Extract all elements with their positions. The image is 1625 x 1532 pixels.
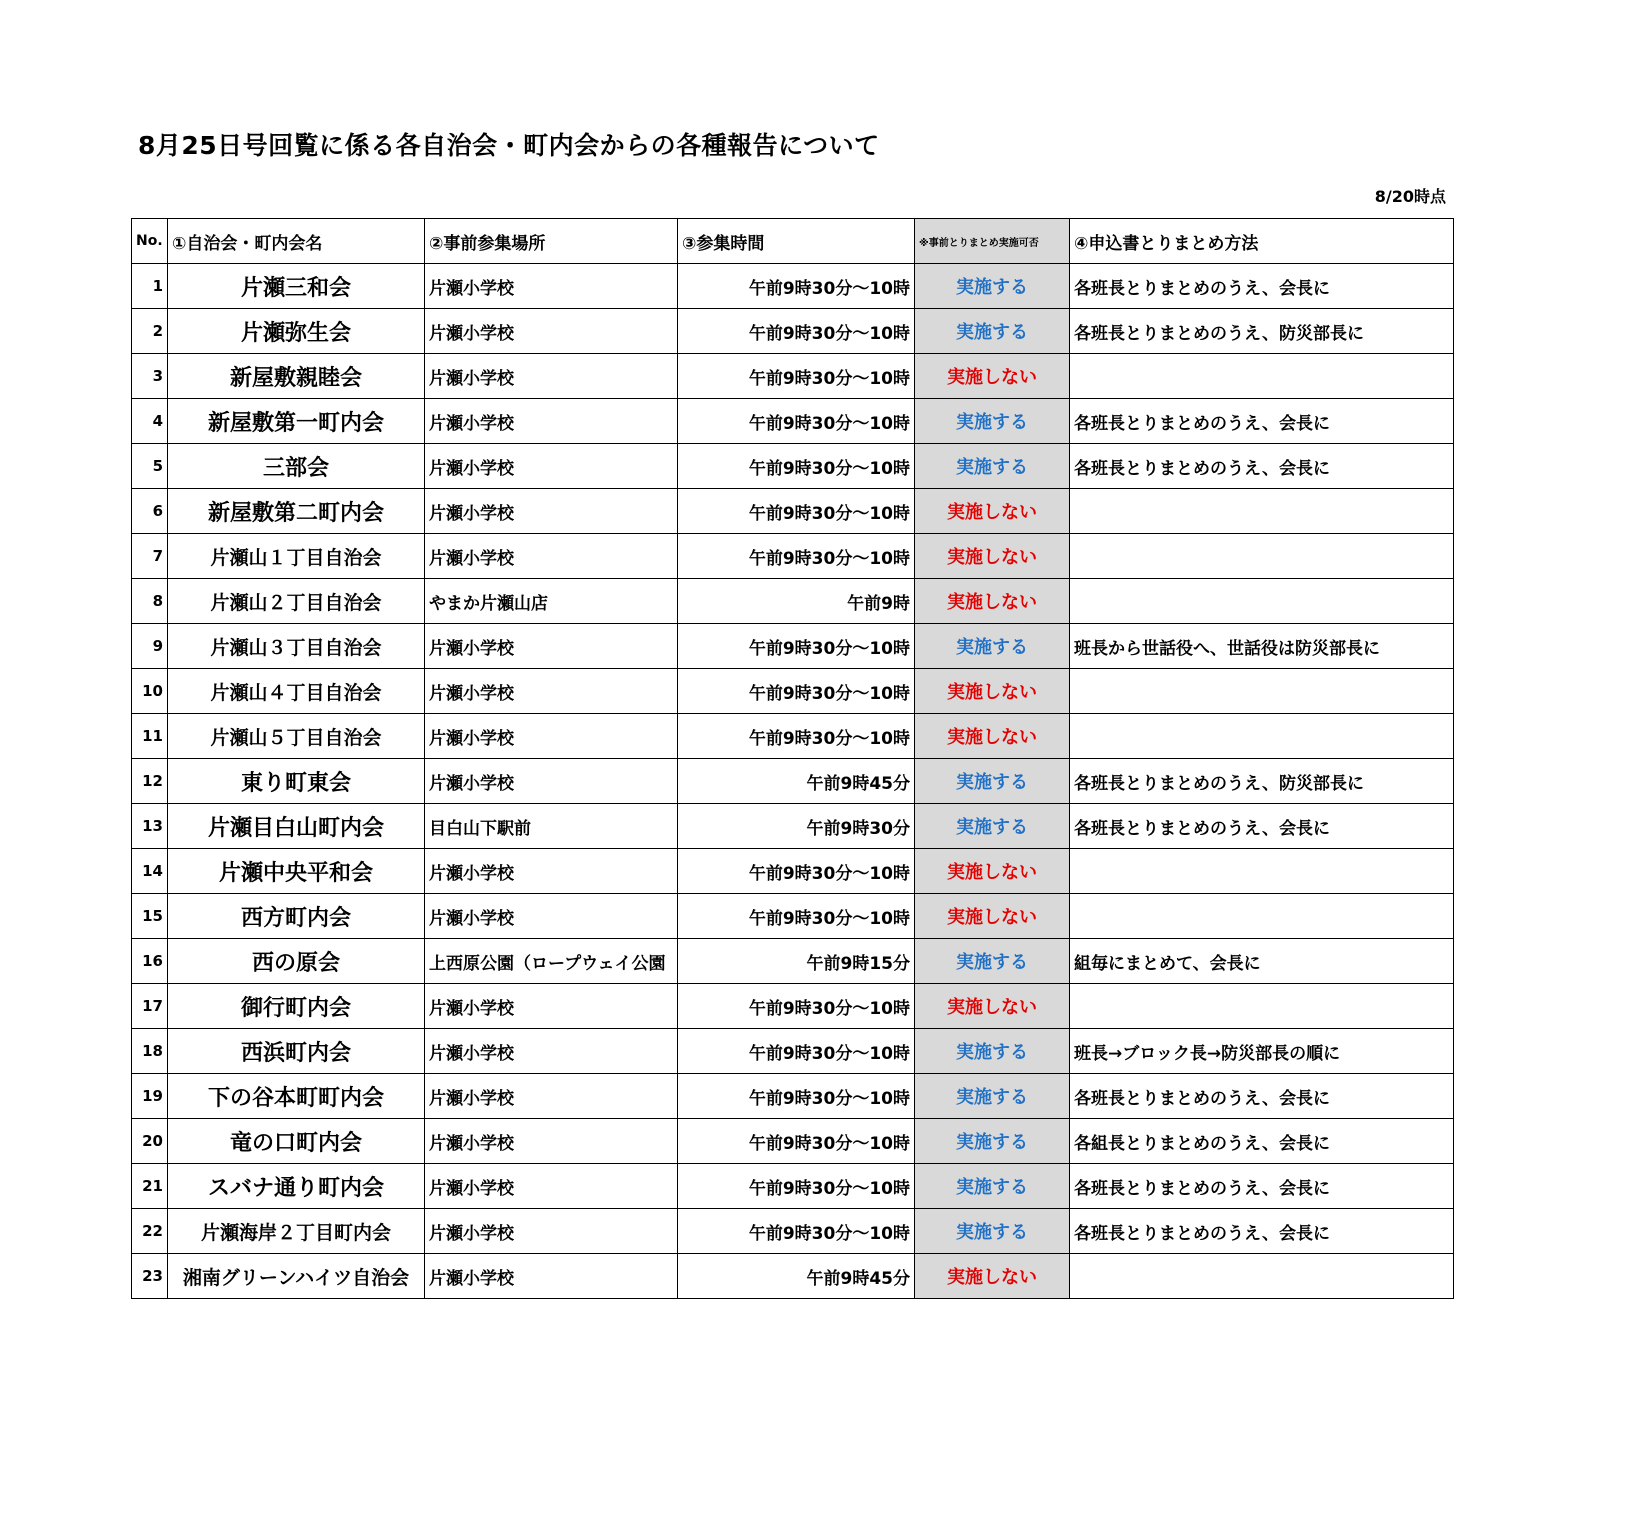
implementation-status: 実施する <box>915 1119 1070 1164</box>
table-row <box>132 849 1454 894</box>
row-number: 14 <box>132 849 168 894</box>
assembly-time: 午前9時30分～10時 <box>678 1209 915 1254</box>
assembly-place: 片瀬小学校 <box>425 354 678 399</box>
row-number: 5 <box>132 444 168 489</box>
assembly-place: 片瀬小学校 <box>425 399 678 444</box>
assembly-time: 午前9時30分～10時 <box>678 849 915 894</box>
association-name: 湘南グリーンハイツ自治会 <box>168 1254 425 1299</box>
table-row <box>132 354 1454 399</box>
table-row <box>132 759 1454 804</box>
report-table <box>131 218 1454 1299</box>
assembly-place: 片瀬小学校 <box>425 1254 678 1299</box>
row-number: 1 <box>132 264 168 309</box>
collection-method: 各班長とりまとめのうえ、会長に <box>1070 804 1454 849</box>
assembly-place: 片瀬小学校 <box>425 264 678 309</box>
table-row <box>132 1254 1454 1299</box>
implementation-status: 実施しない <box>915 354 1070 399</box>
implementation-status: 実施する <box>915 399 1070 444</box>
assembly-place: 片瀬小学校 <box>425 894 678 939</box>
row-number: 7 <box>132 534 168 579</box>
implementation-status: 実施しない <box>915 894 1070 939</box>
association-name: 御行町内会 <box>168 984 425 1029</box>
association-name: 片瀬山２丁目自治会 <box>168 579 425 624</box>
collection-method <box>1070 669 1454 714</box>
row-number: 13 <box>132 804 168 849</box>
row-number: 15 <box>132 894 168 939</box>
implementation-status: 実施しない <box>915 579 1070 624</box>
implementation-status: 実施しない <box>915 984 1070 1029</box>
table-row <box>132 1074 1454 1119</box>
table-row <box>132 984 1454 1029</box>
association-name: 三部会 <box>168 444 425 489</box>
row-number: 23 <box>132 1254 168 1299</box>
implementation-status: 実施する <box>915 309 1070 354</box>
implementation-status: 実施する <box>915 624 1070 669</box>
collection-method: 組毎にまとめて、会長に <box>1070 939 1454 984</box>
assembly-time: 午前9時30分～10時 <box>678 1029 915 1074</box>
assembly-place: 片瀬小学校 <box>425 1164 678 1209</box>
table-row <box>132 1209 1454 1254</box>
assembly-time: 午前9時30分～10時 <box>678 669 915 714</box>
implementation-status: 実施しない <box>915 489 1070 534</box>
association-name: 片瀬海岸２丁目町内会 <box>168 1209 425 1254</box>
table-row <box>132 714 1454 759</box>
assembly-time: 午前9時30分～10時 <box>678 894 915 939</box>
assembly-place: 片瀬小学校 <box>425 1209 678 1254</box>
implementation-status: 実施する <box>915 444 1070 489</box>
assembly-time: 午前9時15分 <box>678 939 915 984</box>
assembly-place: 片瀬小学校 <box>425 444 678 489</box>
association-name: 片瀬山３丁目自治会 <box>168 624 425 669</box>
collection-method <box>1070 354 1454 399</box>
table-row <box>132 579 1454 624</box>
collection-method: 各班長とりまとめのうえ、会長に <box>1070 1209 1454 1254</box>
assembly-time: 午前9時30分～10時 <box>678 714 915 759</box>
table-body <box>132 264 1454 1299</box>
assembly-time: 午前9時30分～10時 <box>678 264 915 309</box>
assembly-time: 午前9時30分～10時 <box>678 1119 915 1164</box>
header-name: ①自治会・町内会名 <box>168 219 425 264</box>
assembly-time: 午前9時30分～10時 <box>678 399 915 444</box>
table-row <box>132 894 1454 939</box>
collection-method: 各組長とりまとめのうえ、会長に <box>1070 1119 1454 1164</box>
collection-method: 各班長とりまとめのうえ、会長に <box>1070 399 1454 444</box>
row-number: 16 <box>132 939 168 984</box>
implementation-status: 実施する <box>915 1029 1070 1074</box>
assembly-time: 午前9時30分～10時 <box>678 309 915 354</box>
collection-method: 各班長とりまとめのうえ、防災部長に <box>1070 759 1454 804</box>
association-name: 西の原会 <box>168 939 425 984</box>
implementation-status: 実施する <box>915 939 1070 984</box>
assembly-time: 午前9時 <box>678 579 915 624</box>
implementation-status: 実施しない <box>915 669 1070 714</box>
assembly-place: 片瀬小学校 <box>425 489 678 534</box>
table-row <box>132 939 1454 984</box>
page-title: 8月25日号回覧に係る各自治会・町内会からの各種報告について <box>138 131 880 160</box>
table-row <box>132 1029 1454 1074</box>
assembly-place: 片瀬小学校 <box>425 624 678 669</box>
collection-method: 各班長とりまとめのうえ、防災部長に <box>1070 309 1454 354</box>
header-place: ②事前参集場所 <box>425 219 678 264</box>
implementation-status: 実施しない <box>915 534 1070 579</box>
row-number: 21 <box>132 1164 168 1209</box>
collection-method <box>1070 714 1454 759</box>
collection-method <box>1070 1254 1454 1299</box>
assembly-time: 午前9時30分～10時 <box>678 1074 915 1119</box>
assembly-place: 片瀬小学校 <box>425 984 678 1029</box>
assembly-place: 片瀬小学校 <box>425 669 678 714</box>
association-name: 新屋敷第一町内会 <box>168 399 425 444</box>
collection-method: 各班長とりまとめのうえ、会長に <box>1070 1164 1454 1209</box>
association-name: 片瀬目白山町内会 <box>168 804 425 849</box>
as-of-date: 8/20時点 <box>1374 187 1446 206</box>
table-row <box>132 489 1454 534</box>
row-number: 11 <box>132 714 168 759</box>
header-flag: ※事前とりまとめ実施可否 <box>915 219 1070 264</box>
header-row <box>132 219 1454 264</box>
implementation-status: 実施する <box>915 1074 1070 1119</box>
assembly-time: 午前9時30分～10時 <box>678 489 915 534</box>
assembly-place: 片瀬小学校 <box>425 534 678 579</box>
assembly-place: 片瀬小学校 <box>425 1119 678 1164</box>
collection-method: 班長から世話役へ、世話役は防災部長に <box>1070 624 1454 669</box>
assembly-place: 片瀬小学校 <box>425 1074 678 1119</box>
assembly-time: 午前9時30分～10時 <box>678 1164 915 1209</box>
association-name: スバナ通り町内会 <box>168 1164 425 1209</box>
row-number: 10 <box>132 669 168 714</box>
row-number: 20 <box>132 1119 168 1164</box>
table-row <box>132 264 1454 309</box>
header-no: No. <box>132 219 168 264</box>
association-name: 片瀬弥生会 <box>168 309 425 354</box>
assembly-time: 午前9時30分～10時 <box>678 624 915 669</box>
assembly-place: やまか片瀬山店 <box>425 579 678 624</box>
table-row <box>132 309 1454 354</box>
collection-method <box>1070 534 1454 579</box>
implementation-status: 実施する <box>915 1209 1070 1254</box>
table-row <box>132 669 1454 714</box>
implementation-status: 実施しない <box>915 849 1070 894</box>
assembly-time: 午前9時30分～10時 <box>678 354 915 399</box>
implementation-status: 実施しない <box>915 714 1070 759</box>
association-name: 西方町内会 <box>168 894 425 939</box>
collection-method: 各班長とりまとめのうえ、会長に <box>1070 264 1454 309</box>
row-number: 4 <box>132 399 168 444</box>
row-number: 18 <box>132 1029 168 1074</box>
row-number: 22 <box>132 1209 168 1254</box>
association-name: 新屋敷親睦会 <box>168 354 425 399</box>
association-name: 片瀬山５丁目自治会 <box>168 714 425 759</box>
implementation-status: 実施する <box>915 264 1070 309</box>
table-row <box>132 534 1454 579</box>
implementation-status: 実施する <box>915 804 1070 849</box>
association-name: 片瀬山１丁目自治会 <box>168 534 425 579</box>
table-row <box>132 804 1454 849</box>
implementation-status: 実施しない <box>915 1254 1070 1299</box>
row-number: 2 <box>132 309 168 354</box>
row-number: 12 <box>132 759 168 804</box>
assembly-place: 片瀬小学校 <box>425 849 678 894</box>
assembly-place: 片瀬小学校 <box>425 714 678 759</box>
assembly-place: 目白山下駅前 <box>425 804 678 849</box>
assembly-time: 午前9時45分 <box>678 1254 915 1299</box>
table-row <box>132 399 1454 444</box>
association-name: 東り町東会 <box>168 759 425 804</box>
collection-method <box>1070 849 1454 894</box>
header-time: ③参集時間 <box>678 219 915 264</box>
association-name: 竜の口町内会 <box>168 1119 425 1164</box>
table-row <box>132 1164 1454 1209</box>
assembly-time: 午前9時30分～10時 <box>678 534 915 579</box>
row-number: 8 <box>132 579 168 624</box>
association-name: 新屋敷第二町内会 <box>168 489 425 534</box>
association-name: 片瀬三和会 <box>168 264 425 309</box>
assembly-place: 片瀬小学校 <box>425 309 678 354</box>
assembly-place: 片瀬小学校 <box>425 759 678 804</box>
assembly-place: 上西原公園（ロープウェイ公園 <box>425 939 678 984</box>
collection-method: 班長→ブロック長→防災部長の順に <box>1070 1029 1454 1074</box>
association-name: 片瀬山４丁目自治会 <box>168 669 425 714</box>
row-number: 3 <box>132 354 168 399</box>
assembly-time: 午前9時45分 <box>678 759 915 804</box>
collection-method <box>1070 984 1454 1029</box>
association-name: 下の谷本町町内会 <box>168 1074 425 1119</box>
table-row <box>132 1119 1454 1164</box>
header-method: ④申込書とりまとめ方法 <box>1070 219 1454 264</box>
assembly-place: 片瀬小学校 <box>425 1029 678 1074</box>
row-number: 19 <box>132 1074 168 1119</box>
row-number: 9 <box>132 624 168 669</box>
row-number: 6 <box>132 489 168 534</box>
assembly-time: 午前9時30分～10時 <box>678 984 915 1029</box>
collection-method: 各班長とりまとめのうえ、会長に <box>1070 444 1454 489</box>
row-number: 17 <box>132 984 168 1029</box>
collection-method: 各班長とりまとめのうえ、会長に <box>1070 1074 1454 1119</box>
table-row <box>132 624 1454 669</box>
collection-method <box>1070 489 1454 534</box>
implementation-status: 実施する <box>915 1164 1070 1209</box>
implementation-status: 実施する <box>915 759 1070 804</box>
association-name: 片瀬中央平和会 <box>168 849 425 894</box>
collection-method <box>1070 894 1454 939</box>
association-name: 西浜町内会 <box>168 1029 425 1074</box>
table-row <box>132 444 1454 489</box>
assembly-time: 午前9時30分～10時 <box>678 444 915 489</box>
collection-method <box>1070 579 1454 624</box>
assembly-time: 午前9時30分 <box>678 804 915 849</box>
